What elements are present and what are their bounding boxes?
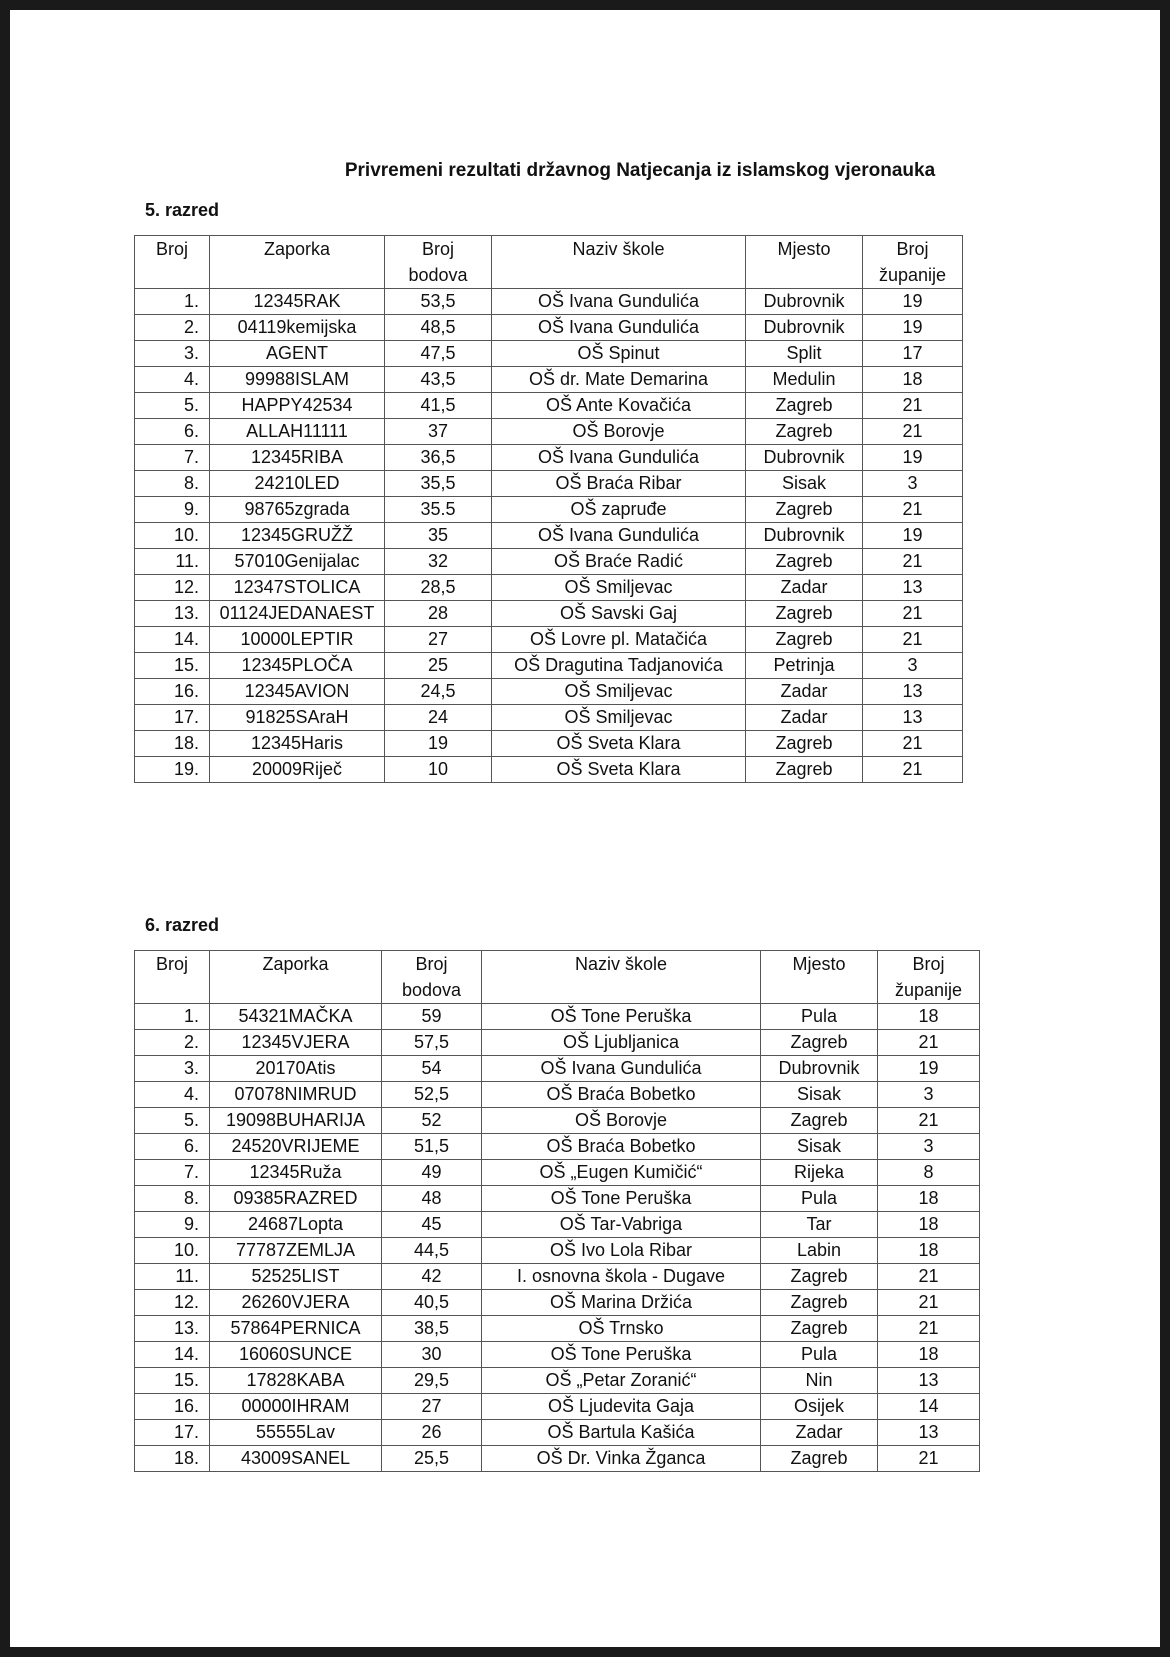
cell-skola: OŠ Ivana Gundulića — [482, 1056, 761, 1082]
table-row — [135, 1160, 980, 1186]
table-body — [135, 1004, 980, 1472]
cell-broj: 15. — [135, 1368, 210, 1394]
col-header-broj-zupanije: Broj županije — [878, 951, 980, 1004]
cell-zaporka: AGENT — [210, 341, 385, 367]
cell-zaporka: 20170Atis — [210, 1056, 382, 1082]
cell-mjesto: Zagreb — [761, 1316, 878, 1342]
cell-skola: OŠ Ljudevita Gaja — [482, 1394, 761, 1420]
cell-broj: 3. — [135, 1056, 210, 1082]
cell-mjesto: Zagreb — [746, 757, 863, 783]
cell-broj: 11. — [135, 1264, 210, 1290]
cell-mjesto: Osijek — [761, 1394, 878, 1420]
table-row — [135, 549, 963, 575]
cell-bodovi: 57,5 — [382, 1030, 482, 1056]
cell-zupanija: 19 — [878, 1056, 980, 1082]
cell-bodovi: 52 — [382, 1108, 482, 1134]
cell-broj: 13. — [135, 1316, 210, 1342]
cell-zupanija: 21 — [863, 601, 963, 627]
cell-zaporka: 19098BUHARIJA — [210, 1108, 382, 1134]
cell-skola: OŠ „Eugen Kumičić“ — [482, 1160, 761, 1186]
cell-zaporka: 01124JEDANAEST — [210, 601, 385, 627]
cell-bodovi: 37 — [385, 419, 492, 445]
table-row — [135, 575, 963, 601]
cell-broj: 18. — [135, 731, 210, 757]
cell-zaporka: 57864PERNICA — [210, 1316, 382, 1342]
cell-bodovi: 48 — [382, 1186, 482, 1212]
cell-zupanija: 21 — [863, 393, 963, 419]
cell-bodovi: 36,5 — [385, 445, 492, 471]
table-row — [135, 1394, 980, 1420]
cell-broj: 14. — [135, 627, 210, 653]
cell-zupanija: 3 — [863, 471, 963, 497]
cell-zupanija: 14 — [878, 1394, 980, 1420]
cell-mjesto: Zagreb — [746, 393, 863, 419]
cell-zupanija: 21 — [863, 549, 963, 575]
cell-broj: 9. — [135, 1212, 210, 1238]
cell-mjesto: Zadar — [746, 705, 863, 731]
table-row — [135, 497, 963, 523]
cell-bodovi: 35 — [385, 523, 492, 549]
cell-zupanija: 13 — [863, 705, 963, 731]
cell-skola: OŠ Spinut — [492, 341, 746, 367]
cell-zaporka: 98765zgrada — [210, 497, 385, 523]
cell-zaporka: 26260VJERA — [210, 1290, 382, 1316]
table-row — [135, 1368, 980, 1394]
cell-broj: 13. — [135, 601, 210, 627]
cell-zaporka: 12345RIBA — [210, 445, 385, 471]
cell-zaporka: 24520VRIJEME — [210, 1134, 382, 1160]
cell-skola: OŠ Ivana Gundulića — [492, 289, 746, 315]
cell-broj: 16. — [135, 679, 210, 705]
cell-broj: 4. — [135, 367, 210, 393]
cell-zaporka: 57010Genijalac — [210, 549, 385, 575]
cell-broj: 6. — [135, 1134, 210, 1160]
table-row — [135, 367, 963, 393]
cell-skola: OŠ Trnsko — [482, 1316, 761, 1342]
cell-mjesto: Sisak — [761, 1134, 878, 1160]
cell-zupanija: 13 — [863, 575, 963, 601]
cell-mjesto: Pula — [761, 1342, 878, 1368]
cell-broj: 5. — [135, 1108, 210, 1134]
cell-broj: 8. — [135, 1186, 210, 1212]
cell-zaporka: 12345GRUŽŽ — [210, 523, 385, 549]
cell-bodovi: 53,5 — [385, 289, 492, 315]
cell-bodovi: 26 — [382, 1420, 482, 1446]
table-row — [135, 757, 963, 783]
cell-broj: 2. — [135, 1030, 210, 1056]
cell-mjesto: Medulin — [746, 367, 863, 393]
table-header-row — [135, 236, 963, 289]
cell-skola: OŠ Tone Peruška — [482, 1004, 761, 1030]
cell-zupanija: 13 — [878, 1368, 980, 1394]
cell-zaporka: 12345PLOČA — [210, 653, 385, 679]
section-heading-5-razred: 5. razred — [145, 200, 220, 220]
table-row — [135, 1186, 980, 1212]
cell-zaporka: 12345Haris — [210, 731, 385, 757]
cell-mjesto: Zagreb — [746, 497, 863, 523]
cell-skola: OŠ Sveta Klara — [492, 731, 746, 757]
cell-zupanija: 18 — [878, 1238, 980, 1264]
table-row — [135, 523, 963, 549]
cell-mjesto: Zadar — [746, 575, 863, 601]
cell-bodovi: 35,5 — [385, 471, 492, 497]
cell-broj: 8. — [135, 471, 210, 497]
cell-mjesto: Sisak — [761, 1082, 878, 1108]
results-table-5-razred — [134, 235, 963, 783]
cell-broj: 10. — [135, 523, 210, 549]
table-row — [135, 705, 963, 731]
cell-broj: 2. — [135, 315, 210, 341]
document-page — [10, 10, 1160, 1647]
cell-broj: 17. — [135, 1420, 210, 1446]
cell-broj: 14. — [135, 1342, 210, 1368]
cell-skola: I. osnovna škola - Dugave — [482, 1264, 761, 1290]
cell-zaporka: 99988ISLAM — [210, 367, 385, 393]
cell-mjesto: Dubrovnik — [746, 289, 863, 315]
cell-zaporka: 12345VJERA — [210, 1030, 382, 1056]
cell-zaporka: 91825SAraH — [210, 705, 385, 731]
cell-skola: OŠ Tone Peruška — [482, 1186, 761, 1212]
cell-zupanija: 8 — [878, 1160, 980, 1186]
cell-skola: OŠ Braća Ribar — [492, 471, 746, 497]
cell-zupanija: 19 — [863, 523, 963, 549]
results-table-6-razred — [134, 950, 980, 1472]
cell-zupanija: 17 — [863, 341, 963, 367]
cell-bodovi: 30 — [382, 1342, 482, 1368]
cell-zaporka: 43009SANEL — [210, 1446, 382, 1472]
cell-broj: 9. — [135, 497, 210, 523]
table-row — [135, 1420, 980, 1446]
table-row — [135, 1134, 980, 1160]
cell-broj: 19. — [135, 757, 210, 783]
cell-skola: OŠ „Petar Zoranić“ — [482, 1368, 761, 1394]
cell-broj: 3. — [135, 341, 210, 367]
cell-skola: OŠ Sveta Klara — [492, 757, 746, 783]
cell-mjesto: Petrinja — [746, 653, 863, 679]
cell-skola: OŠ Ante Kovačića — [492, 393, 746, 419]
cell-zaporka: 12345RAK — [210, 289, 385, 315]
cell-zupanija: 3 — [878, 1082, 980, 1108]
cell-zupanija: 21 — [878, 1264, 980, 1290]
cell-mjesto: Tar — [761, 1212, 878, 1238]
table-row — [135, 601, 963, 627]
cell-mjesto: Split — [746, 341, 863, 367]
cell-zaporka: 12347STOLICA — [210, 575, 385, 601]
col-header-naziv-skole: Naziv škole — [492, 236, 746, 289]
cell-mjesto: Zagreb — [746, 601, 863, 627]
cell-zaporka: 17828KABA — [210, 1368, 382, 1394]
cell-broj: 16. — [135, 1394, 210, 1420]
cell-skola: OŠ zapruđe — [492, 497, 746, 523]
cell-broj: 7. — [135, 445, 210, 471]
cell-broj: 12. — [135, 1290, 210, 1316]
cell-zupanija: 18 — [878, 1186, 980, 1212]
cell-broj: 6. — [135, 419, 210, 445]
cell-zupanija: 19 — [863, 315, 963, 341]
cell-zupanija: 21 — [878, 1316, 980, 1342]
cell-bodovi: 47,5 — [385, 341, 492, 367]
cell-bodovi: 25 — [385, 653, 492, 679]
cell-zupanija: 19 — [863, 289, 963, 315]
cell-skola: OŠ Tone Peruška — [482, 1342, 761, 1368]
cell-broj: 12. — [135, 575, 210, 601]
cell-skola: OŠ Ivo Lola Ribar — [482, 1238, 761, 1264]
cell-bodovi: 24 — [385, 705, 492, 731]
cell-bodovi: 19 — [385, 731, 492, 757]
cell-zupanija: 21 — [878, 1446, 980, 1472]
cell-zupanija: 19 — [863, 445, 963, 471]
cell-mjesto: Zagreb — [746, 627, 863, 653]
col-header-broj-bodova: Broj bodova — [382, 951, 482, 1004]
cell-skola: OŠ Braće Radić — [492, 549, 746, 575]
cell-skola: OŠ Ljubljanica — [482, 1030, 761, 1056]
cell-zupanija: 21 — [863, 627, 963, 653]
cell-bodovi: 52,5 — [382, 1082, 482, 1108]
col-header-broj: Broj — [135, 236, 210, 289]
cell-broj: 15. — [135, 653, 210, 679]
cell-mjesto: Dubrovnik — [761, 1056, 878, 1082]
cell-skola: OŠ dr. Mate Demarina — [492, 367, 746, 393]
cell-bodovi: 10 — [385, 757, 492, 783]
cell-zaporka: 52525LIST — [210, 1264, 382, 1290]
cell-zupanija: 18 — [878, 1342, 980, 1368]
cell-zaporka: 12345AVION — [210, 679, 385, 705]
cell-mjesto: Zagreb — [746, 731, 863, 757]
page-title: Privremeni rezultati državnog Natjecanja iz islamskog vjeronauka — [344, 160, 936, 181]
cell-skola: OŠ Ivana Gundulića — [492, 445, 746, 471]
cell-mjesto: Dubrovnik — [746, 445, 863, 471]
cell-skola: OŠ Braća Bobetko — [482, 1134, 761, 1160]
cell-bodovi: 49 — [382, 1160, 482, 1186]
cell-zupanija: 3 — [878, 1134, 980, 1160]
cell-zaporka: 04119kemijska — [210, 315, 385, 341]
cell-zaporka: 09385RAZRED — [210, 1186, 382, 1212]
col-header-mjesto: Mjesto — [761, 951, 878, 1004]
cell-skola: OŠ Borovje — [482, 1108, 761, 1134]
cell-zaporka: 77787ZEMLJA — [210, 1238, 382, 1264]
cell-zupanija: 13 — [878, 1420, 980, 1446]
cell-zaporka: ALLAH11111 — [210, 419, 385, 445]
cell-bodovi: 38,5 — [382, 1316, 482, 1342]
col-header-zaporka: Zaporka — [210, 236, 385, 289]
cell-zaporka: 55555Lav — [210, 1420, 382, 1446]
table-row — [135, 419, 963, 445]
cell-bodovi: 48,5 — [385, 315, 492, 341]
cell-zaporka: 12345Ruža — [210, 1160, 382, 1186]
cell-skola: OŠ Dragutina Tadjanovića — [492, 653, 746, 679]
table-row — [135, 393, 963, 419]
cell-bodovi: 54 — [382, 1056, 482, 1082]
cell-bodovi: 41,5 — [385, 393, 492, 419]
cell-mjesto: Dubrovnik — [746, 523, 863, 549]
table-header-row — [135, 951, 980, 1004]
cell-bodovi: 40,5 — [382, 1290, 482, 1316]
cell-broj: 17. — [135, 705, 210, 731]
cell-zaporka: 00000IHRAM — [210, 1394, 382, 1420]
cell-broj: 1. — [135, 1004, 210, 1030]
table-row — [135, 1446, 980, 1472]
table-row — [135, 627, 963, 653]
cell-mjesto: Zagreb — [761, 1290, 878, 1316]
cell-skola: OŠ Dr. Vinka Žganca — [482, 1446, 761, 1472]
cell-mjesto: Zagreb — [761, 1030, 878, 1056]
cell-mjesto: Sisak — [746, 471, 863, 497]
cell-zaporka: 20009Riječ — [210, 757, 385, 783]
cell-bodovi: 35.5 — [385, 497, 492, 523]
cell-mjesto: Zagreb — [761, 1264, 878, 1290]
cell-bodovi: 27 — [385, 627, 492, 653]
cell-mjesto: Rijeka — [761, 1160, 878, 1186]
table-row — [135, 1108, 980, 1134]
cell-mjesto: Pula — [761, 1004, 878, 1030]
cell-zaporka: 07078NIMRUD — [210, 1082, 382, 1108]
col-header-mjesto: Mjesto — [746, 236, 863, 289]
section-heading-6-razred: 6. razred — [145, 915, 220, 935]
cell-zupanija: 18 — [878, 1212, 980, 1238]
cell-bodovi: 45 — [382, 1212, 482, 1238]
col-header-broj-bodova: Broj bodova — [385, 236, 492, 289]
cell-mjesto: Zagreb — [761, 1446, 878, 1472]
cell-bodovi: 28,5 — [385, 575, 492, 601]
cell-skola: OŠ Tar-Vabriga — [482, 1212, 761, 1238]
table-row — [135, 471, 963, 497]
cell-mjesto: Labin — [761, 1238, 878, 1264]
cell-zupanija: 18 — [863, 367, 963, 393]
col-header-naziv-skole: Naziv škole — [482, 951, 761, 1004]
col-header-broj-zupanije: Broj županije — [863, 236, 963, 289]
cell-zaporka: 10000LEPTIR — [210, 627, 385, 653]
table-row — [135, 653, 963, 679]
cell-skola: OŠ Borovje — [492, 419, 746, 445]
cell-zupanija: 21 — [878, 1030, 980, 1056]
col-header-broj: Broj — [135, 951, 210, 1004]
table-row — [135, 1004, 980, 1030]
table-row — [135, 731, 963, 757]
cell-zaporka: 54321MAČKA — [210, 1004, 382, 1030]
col-header-zaporka: Zaporka — [210, 951, 382, 1004]
cell-mjesto: Zagreb — [746, 419, 863, 445]
cell-skola: OŠ Marina Držića — [482, 1290, 761, 1316]
cell-mjesto: Pula — [761, 1186, 878, 1212]
cell-broj: 10. — [135, 1238, 210, 1264]
table-row — [135, 1290, 980, 1316]
table-row — [135, 1264, 980, 1290]
cell-mjesto: Zadar — [761, 1420, 878, 1446]
cell-zupanija: 21 — [863, 731, 963, 757]
table-row — [135, 1342, 980, 1368]
cell-broj: 1. — [135, 289, 210, 315]
table-row — [135, 341, 963, 367]
cell-skola: OŠ Ivana Gundulića — [492, 315, 746, 341]
cell-broj: 11. — [135, 549, 210, 575]
cell-bodovi: 42 — [382, 1264, 482, 1290]
cell-bodovi: 44,5 — [382, 1238, 482, 1264]
cell-zupanija: 21 — [863, 419, 963, 445]
cell-bodovi: 25,5 — [382, 1446, 482, 1472]
table-row — [135, 1316, 980, 1342]
table-row — [135, 1056, 980, 1082]
table-row — [135, 445, 963, 471]
cell-mjesto: Zagreb — [761, 1108, 878, 1134]
table-row — [135, 1212, 980, 1238]
cell-zaporka: HAPPY42534 — [210, 393, 385, 419]
cell-bodovi: 51,5 — [382, 1134, 482, 1160]
table-body — [135, 289, 963, 783]
cell-skola: OŠ Braća Bobetko — [482, 1082, 761, 1108]
cell-zupanija: 21 — [878, 1108, 980, 1134]
cell-skola: OŠ Lovre pl. Matačića — [492, 627, 746, 653]
cell-broj: 4. — [135, 1082, 210, 1108]
cell-broj: 18. — [135, 1446, 210, 1472]
cell-zupanija: 18 — [878, 1004, 980, 1030]
cell-skola: OŠ Bartula Kašića — [482, 1420, 761, 1446]
cell-zupanija: 3 — [863, 653, 963, 679]
table-row — [135, 289, 963, 315]
cell-skola: OŠ Ivana Gundulića — [492, 523, 746, 549]
cell-broj: 5. — [135, 393, 210, 419]
cell-bodovi: 32 — [385, 549, 492, 575]
cell-zupanija: 21 — [878, 1290, 980, 1316]
cell-bodovi: 59 — [382, 1004, 482, 1030]
cell-mjesto: Nin — [761, 1368, 878, 1394]
cell-bodovi: 27 — [382, 1394, 482, 1420]
table-row — [135, 1238, 980, 1264]
table-row — [135, 1082, 980, 1108]
cell-zaporka: 16060SUNCE — [210, 1342, 382, 1368]
cell-zupanija: 13 — [863, 679, 963, 705]
cell-zaporka: 24687Lopta — [210, 1212, 382, 1238]
cell-mjesto: Dubrovnik — [746, 315, 863, 341]
cell-broj: 7. — [135, 1160, 210, 1186]
cell-mjesto: Zagreb — [746, 549, 863, 575]
table-row — [135, 1030, 980, 1056]
cell-mjesto: Zadar — [746, 679, 863, 705]
cell-zupanija: 21 — [863, 497, 963, 523]
cell-skola: OŠ Savski Gaj — [492, 601, 746, 627]
cell-bodovi: 28 — [385, 601, 492, 627]
table-row — [135, 679, 963, 705]
cell-skola: OŠ Smiljevac — [492, 705, 746, 731]
cell-skola: OŠ Smiljevac — [492, 575, 746, 601]
cell-zupanija: 21 — [863, 757, 963, 783]
cell-skola: OŠ Smiljevac — [492, 679, 746, 705]
table-row — [135, 315, 963, 341]
cell-bodovi: 29,5 — [382, 1368, 482, 1394]
cell-zaporka: 24210LED — [210, 471, 385, 497]
cell-bodovi: 43,5 — [385, 367, 492, 393]
cell-bodovi: 24,5 — [385, 679, 492, 705]
